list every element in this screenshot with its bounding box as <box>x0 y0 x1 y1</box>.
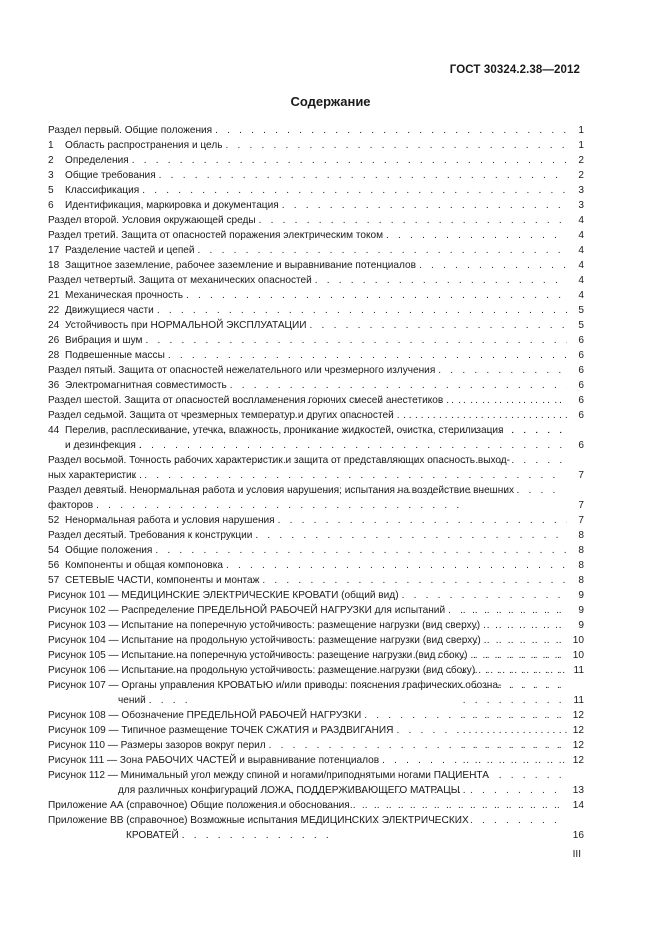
toc-entry-title: Подвешенные массы <box>65 350 165 361</box>
toc-entry[interactable] <box>48 183 584 198</box>
toc-entry-title: Рисунок 111 — Зона РАБОЧИХ ЧАСТЕЙ и выравнивание потенциалов <box>48 755 380 766</box>
toc-entry-title: Раздел десятый. Требования к конструкции <box>48 530 253 541</box>
dot-leader <box>157 303 567 318</box>
toc-entry-number: 54 <box>48 545 60 556</box>
toc-entry-page: 11 <box>573 695 584 706</box>
toc-entry-page: 7 <box>578 515 584 526</box>
dot-leader <box>438 363 567 378</box>
toc-entry-title: Раздел девятый. Ненормальная работа и условия нарушения; испытания на воздействие внешних <box>48 485 515 496</box>
toc-entry-page: 4 <box>578 230 584 241</box>
toc-entry-page: 7 <box>578 470 584 481</box>
page-number: III <box>572 849 581 860</box>
toc-entry-title: Раздел третий. Защита от опасностей поражения электрическим током <box>48 230 384 241</box>
toc-entry-page: 7 <box>578 500 584 511</box>
toc-entry-page: 11 <box>573 665 584 676</box>
toc-entry[interactable] <box>48 513 584 528</box>
toc-entry-page: 12 <box>572 755 584 766</box>
toc-entry[interactable] <box>48 288 584 303</box>
toc-entry-title-continued: факторов <box>48 500 94 511</box>
dot-leader <box>402 588 567 603</box>
dot-leader <box>419 258 567 273</box>
toc-entry-title: Раздел восьмой. Точность рабочих характеристик и защита от представляющих опасность выход- <box>48 455 511 466</box>
toc-entry-title: Приложение ВВ (справочное) Возможные испытания МЕДИЦИНСКИХ ЭЛЕКТРИЧЕСКИХ <box>48 815 469 826</box>
toc-entry-title: Рисунок 103 — Испытание на поперечную устойчивость: размещение нагрузки (вид сверху) <box>48 620 481 631</box>
toc-entry-title: Раздел седьмой. Защита от чрезмерных температур и других опасностей <box>48 410 394 421</box>
toc-entry-title: Электромагнитная совместимость <box>65 380 227 391</box>
toc-entry-page: 12 <box>572 725 584 736</box>
toc-entry[interactable] <box>48 483 584 513</box>
toc-entry-page: 1 <box>578 125 584 136</box>
toc-entry[interactable] <box>48 363 584 378</box>
toc-entry-page: 14 <box>572 800 584 811</box>
toc-entry-page: 9 <box>578 620 584 631</box>
toc-entry-title: Общие требования <box>65 170 156 181</box>
toc-entry-title: Устойчивость при НОРМАЛЬНОЙ ЭКСПЛУАТАЦИИ <box>65 320 307 331</box>
toc-entry-number: 18 <box>48 260 60 271</box>
toc-entry-page: 4 <box>578 245 584 256</box>
toc-entry-page: 6 <box>578 395 584 406</box>
toc-entry[interactable] <box>48 123 584 138</box>
toc-entry-title: Раздел шестой. Защита от опасностей воспламенения горючих смесей анестетиков <box>48 395 444 406</box>
toc-entry-title: Рисунок 102 — Распределение ПРЕДЕЛЬНОЙ РАБОЧЕЙ НАГРУЗКИ для испытаний <box>48 605 446 616</box>
dot-leader <box>198 243 567 258</box>
toc-entry-page: 16 <box>572 830 584 841</box>
toc-entry[interactable] <box>48 348 584 363</box>
toc-entry-page: 2 <box>578 170 584 181</box>
toc-entry[interactable] <box>48 813 584 843</box>
toc-entry-page: 4 <box>578 260 584 271</box>
toc-entry-number: 52 <box>48 515 60 526</box>
document-code: ГОСТ 30324.2.38—2012 <box>449 64 580 76</box>
dot-leader <box>182 783 567 843</box>
toc-entry-title-continued: и дезинфекция <box>65 440 136 451</box>
dot-leader <box>463 603 567 798</box>
dot-leader <box>168 348 567 363</box>
toc-entry-page: 8 <box>578 575 584 586</box>
toc-entry[interactable] <box>48 588 584 603</box>
toc-entry[interactable] <box>48 213 584 228</box>
toc-entry[interactable] <box>48 318 584 333</box>
toc-entry-number: 36 <box>48 380 60 391</box>
toc-entry[interactable] <box>48 543 584 558</box>
toc-entry[interactable] <box>48 138 584 153</box>
toc-entry-page: 5 <box>578 305 584 316</box>
toc-entry-page: 6 <box>578 335 584 346</box>
toc-entry-page: 9 <box>578 590 584 601</box>
toc-entry-number: 5 <box>48 185 54 196</box>
toc-entry-number: 17 <box>48 245 60 256</box>
toc-entry-page: 5 <box>578 320 584 331</box>
toc-entry-number: 57 <box>48 575 60 586</box>
toc-entry-title: Рисунок 104 — Испытание на продольную устойчивость: размещение нагрузки (вид сверху) <box>48 635 481 646</box>
toc-entry[interactable] <box>48 573 584 588</box>
toc-entry-number: 2 <box>48 155 54 166</box>
toc-entry-title: Область распространения и цель <box>65 140 223 151</box>
dot-leader <box>145 333 567 348</box>
toc-entry[interactable] <box>48 168 584 183</box>
toc-entry-number: 44 <box>48 425 60 436</box>
toc-entry-page: 6 <box>578 410 584 421</box>
dot-leader <box>259 213 567 228</box>
dot-leader <box>262 573 567 588</box>
toc-entry[interactable] <box>48 198 584 213</box>
toc-entry[interactable] <box>48 333 584 348</box>
toc-entry-title-continued: для различных конфигураций ЛОЖА, ПОДДЕРЖИВАЮЩЕГО МАТРАЦЫ <box>118 785 460 796</box>
toc-entry-page: 12 <box>572 710 584 721</box>
toc-entry-page: 4 <box>578 215 584 226</box>
toc-entry[interactable] <box>48 228 584 243</box>
toc-entry-page: 8 <box>578 560 584 571</box>
toc-entry-title: Защитное заземление, рабочее заземление и выравнивание потенциалов <box>65 260 416 271</box>
toc-entry-page: 4 <box>578 275 584 286</box>
toc-entry-page: 6 <box>578 440 584 451</box>
toc-entry-title: Движущиеся части <box>65 305 154 316</box>
toc-entry-number: 3 <box>48 170 54 181</box>
toc-entry-page: 10 <box>572 635 584 646</box>
dot-leader <box>226 558 567 573</box>
table-of-contents <box>48 123 584 843</box>
toc-entry-page: 9 <box>578 605 584 616</box>
toc-entry-title: Разделение частей и цепей <box>65 245 195 256</box>
toc-entry-page: 4 <box>578 290 584 301</box>
toc-entry-page: 1 <box>578 140 584 151</box>
dot-leader <box>159 168 567 183</box>
toc-entry-title: Общие положения <box>65 545 153 556</box>
toc-entry-title: Раздел второй. Условия окружающей среды <box>48 215 256 226</box>
dot-leader <box>96 468 567 513</box>
dot-leader <box>315 273 567 288</box>
dot-leader <box>386 228 567 243</box>
toc-entry-title-continued: чений <box>118 695 146 706</box>
page-title: Содержание <box>290 94 371 109</box>
toc-entry-title: Классификация <box>65 185 140 196</box>
toc-entry-page: 2 <box>578 155 584 166</box>
dot-leader <box>226 138 568 153</box>
toc-entry-title: Рисунок 112 — Минимальный угол между спиной и ногами/приподнятыми ногами ПАЦИЕНТА <box>48 770 489 781</box>
toc-entry-number: 28 <box>48 350 60 361</box>
toc-entry-page: 3 <box>578 200 584 211</box>
toc-entry-title: Перелив, расплескивание, утечка, влажность, проникание жидкостей, очистка, стерилизация <box>65 425 504 436</box>
toc-entry-number: 24 <box>48 320 60 331</box>
toc-entry-title: Механическая прочность <box>65 290 183 301</box>
dot-leader <box>278 513 567 528</box>
toc-entry[interactable] <box>48 528 584 543</box>
toc-entry-title: Рисунок 101 — МЕДИЦИНСКИЕ ЭЛЕКТРИЧЕСКИЕ КРОВАТИ (общий вид) <box>48 590 399 601</box>
dot-leader <box>215 123 567 138</box>
dot-leader <box>186 288 567 303</box>
toc-entry-number: 26 <box>48 335 60 346</box>
toc-entry[interactable] <box>48 378 584 393</box>
toc-entry-page: 8 <box>578 545 584 556</box>
toc-entry-page: 8 <box>578 530 584 541</box>
toc-entry[interactable] <box>48 153 584 168</box>
toc-entry-number: 56 <box>48 560 60 571</box>
toc-entry-title: Раздел пятый. Защита от опасностей нежелательного или чрезмерного излучения <box>48 365 436 376</box>
dot-leader <box>155 543 567 558</box>
toc-entry-number: 6 <box>48 200 54 211</box>
toc-entry-title: Рисунок 108 — Обозначение ПРЕДЕЛЬНОЙ РАБОЧЕЙ НАГРУЗКИ <box>48 710 362 721</box>
dot-leader <box>132 153 567 168</box>
toc-entry-page: 6 <box>578 350 584 361</box>
toc-entry-title-continued: ных характеристик <box>48 470 137 481</box>
toc-entry-title: Рисунок 110 — Размеры зазоров вокруг перил <box>48 740 266 751</box>
toc-entry-title: Раздел четвертый. Защита от механических опасностей <box>48 275 312 286</box>
dot-leader <box>255 528 567 543</box>
toc-entry-title: Идентификация, маркировка и документация <box>65 200 279 211</box>
toc-entry[interactable] <box>48 558 584 573</box>
toc-entry-title: Рисунок 107 — Органы управления КРОВАТЬЮ и/или приводы: пояснения графических обозна- <box>48 680 502 691</box>
dot-leader <box>282 198 567 213</box>
toc-entry-title: Компоненты и общая компоновка <box>65 560 223 571</box>
toc-entry[interactable] <box>48 303 584 318</box>
toc-entry-page: 6 <box>578 380 584 391</box>
toc-entry-number: 22 <box>48 305 60 316</box>
dot-leader <box>310 318 567 333</box>
toc-entry-title: Рисунок 105 — Испытание на поперечную устойчивость: разещение нагрузки (вид сбоку) <box>48 650 468 661</box>
toc-entry-title: Приложение АА (справочное) Общие положения и обоснования <box>48 800 350 811</box>
toc-entry-page: 3 <box>578 185 584 196</box>
toc-entry-title: Ненормальная работа и условия нарушения <box>65 515 275 526</box>
toc-entry-page: 13 <box>572 785 584 796</box>
toc-entry-number: 1 <box>48 140 54 151</box>
toc-entry[interactable] <box>48 273 584 288</box>
toc-entry-page: 6 <box>578 365 584 376</box>
toc-entry[interactable] <box>48 258 584 273</box>
toc-entry-page: 12 <box>572 740 584 751</box>
toc-entry-title: Определения <box>65 155 129 166</box>
toc-entry-page: 10 <box>572 650 584 661</box>
dot-leader <box>230 378 567 393</box>
dot-leader <box>142 183 567 198</box>
toc-entry-title: Раздел первый. Общие положения <box>48 125 213 136</box>
toc-entry-title: Вибрация и шум <box>65 335 143 346</box>
toc-entry-number: 21 <box>48 290 60 301</box>
toc-entry[interactable] <box>48 243 584 258</box>
toc-entry-title: Рисунок 106 — Испытание на продольную устойчивость: размещение нагрузки (вид сбоку) <box>48 665 476 676</box>
toc-entry-title: Рисунок 109 — Типичное размещение ТОЧЕК СЖАТИЯ и РАЗДВИГАНИЯ <box>48 725 394 736</box>
toc-entry-title: СЕТЕВЫЕ ЧАСТИ, компоненты и монтаж <box>65 575 260 586</box>
toc-entry-title-continued: КРОВАТЕЙ <box>126 830 179 841</box>
